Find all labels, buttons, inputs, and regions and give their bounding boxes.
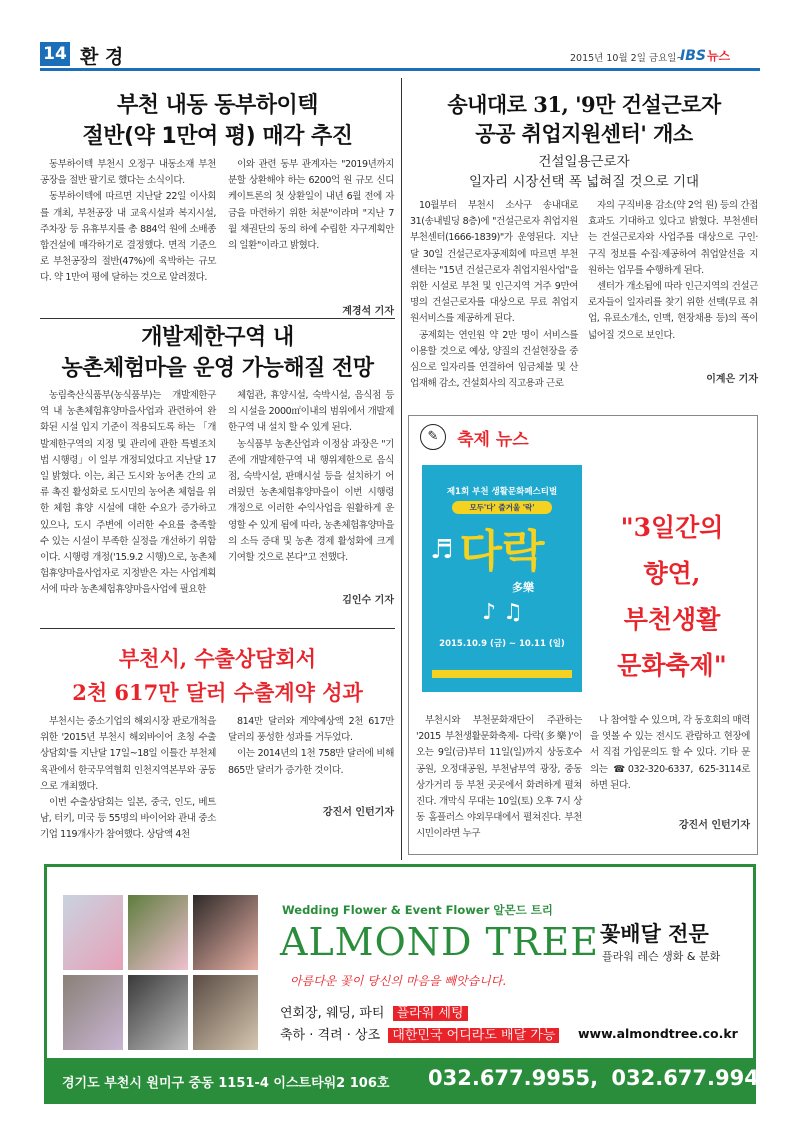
ad-brand: ALMOND TREE: [280, 920, 599, 964]
flower-photo: [128, 975, 188, 1050]
poster-top: 제1회 부천 생활문화페스티벌: [446, 487, 558, 497]
article4-subtitle-line1: 건설일용근로자: [538, 154, 630, 170]
article-divider: [40, 318, 395, 319]
paragraph: 814만 달러와 계약예상액 2천 617만 달러의 풍성한 성과를 거두었다.: [228, 716, 394, 744]
festival-slogan: [592, 505, 752, 689]
paragraph: 공제회는 연인원 약 2만 명이 서비스를 이용할 것으로 예상, 양질의 건설현장을 중심으로 일자리를 연결하여 임금체불 및 산업재해 감소, 건설회사의 직고용과 근로: [410, 329, 578, 390]
article1-title-line2: 절반(약 1만여 평) 매각 추진: [82, 124, 353, 149]
header-date: 2015년 10월 2일 금요일~: [570, 53, 685, 64]
paragraph: 동부하이텍 부천시 오정구 내동소재 부천공장을 절반 팔기로 했다는 소식이다.: [40, 159, 216, 187]
article4-title-line2: 공공 취업지원센터' 개소: [475, 121, 693, 146]
logo-text: IBS: [680, 48, 706, 64]
article4-col2: [588, 198, 758, 344]
slogan-line1: "3일간의: [620, 513, 724, 542]
paragraph: 체험관, 휴양시설, 숙박시설, 음식점 등의 시설을 2000㎡이내의 범위에서 개발제한구역 내 설치 할 수 있게 된다.: [228, 390, 394, 434]
poster-drum-icon: ♪ ♫: [482, 600, 523, 625]
ad-line2: [280, 1024, 559, 1043]
paragraph: 동부하이텍에 따르면 지난달 22일 이사회를 개최, 부천공장 내 교육시설과 복지시설, 주차장 등 유휴부지를 총 884억 원에 소배종합건설에 매각하기로 결정했다. 면적 기준으로 부천공장의 절반(47%)에 육박하는 규모다. 약 1만여 평에 달하는 것으로 알려졌다.: [40, 191, 216, 284]
festival-label: [420, 424, 529, 454]
section-title: 환 경: [80, 46, 124, 68]
article4-title: [408, 90, 760, 148]
ad-line1: [280, 1002, 468, 1021]
slogan-line4: 문화축제": [617, 651, 727, 680]
column-divider: [401, 78, 402, 860]
article4-subtitle: [408, 152, 760, 192]
page-number: 14: [43, 44, 67, 64]
flower-photo: [128, 895, 188, 970]
ad-phone1: 032.677.9955,: [428, 1066, 599, 1090]
logo-sub: 뉴스: [706, 49, 731, 63]
poster-footer-bar: [432, 670, 572, 678]
article2-title-line1: 개발제한구역 내: [141, 325, 294, 350]
poster-date: 2015.10.9 (금) ~ 10.11 (일): [439, 639, 565, 649]
festival-byline: 강진서 인턴기자: [678, 820, 750, 831]
header-logo: [680, 45, 760, 63]
paragraph: 10월부터 부천시 소사구 송내대로 31(송내빌딩 8층)에 "건설근로자 취업지원 부천센터(1666-1839)"가 운영된다. 지난달 30일 건설근로자공제회에 따르면 부천센터는 "15년 건설근로자 취업지원사업"을 위한 시설로 부천 및 인근지역 거주 9만여 명의 건설근로자를 대상으로 무료 취업지원서비스를 제공하게 된다.: [410, 200, 578, 325]
article2-col1: [40, 388, 216, 599]
header-rule: [40, 68, 760, 71]
ad-phones: [428, 1066, 773, 1090]
flower-photo: [63, 895, 123, 970]
paragraph: 부천시와 부천문화재단이 주관하는 '2015 부천생활문화축제- 다락(多樂)'이 오는 9일(금)부터 11일(일)까지 상동호수공원, 오정대공원, 부천남부역 광장, 중동상가거리 등 부천 곳곳에서 화려하게 펼쳐진다. 개막식 무대는 10일(토) 오후 7시 상동 홈플러스 야외무대에서 펼쳐진다. 부천 시민이라면 누구: [416, 715, 582, 840]
ad-phone2: 032.677.9944: [611, 1066, 774, 1090]
article-divider: [40, 628, 395, 629]
article4-col1: [410, 198, 578, 392]
article4-subtitle-line2: 일자리 시장선택 폭 넓혀질 것으로 기대: [468, 174, 700, 190]
poster-banner: 모두'다' 즐거울 '락': [452, 501, 552, 514]
flower-photo: [193, 895, 258, 970]
article1-byline: 계경석 기자: [342, 306, 394, 317]
festival-label-text: 축제 뉴스: [457, 429, 529, 450]
article3-col1: [40, 714, 216, 844]
paragraph: 이는 2014년의 1천 758만 달러에 비해 865만 달러가 증가한 것이다.: [228, 748, 394, 776]
article3-col2: [228, 714, 394, 779]
paragraph: 센터가 개소됨에 따라 인근지역의 건설근로자들이 일자리를 찾기 위한 선택(무료 취업, 유료소개소, 인맥, 현장채용 등)의 폭이 넓어질 것으로 보인다.: [588, 281, 758, 341]
article3-title-line1: 부천시, 수출상담회서: [118, 646, 317, 671]
ad-line2-text: 축하 · 격려 · 상조: [280, 1028, 381, 1043]
ad-script-line: 아름다운 꽃이 당신의 마음을 빼앗습니다.: [290, 974, 507, 988]
ad-right-sub: 플라워 레슨 생화 & 분화: [602, 950, 721, 963]
slogan-line2: 향연,: [643, 559, 701, 588]
festival-col2: [590, 713, 750, 794]
flower-photo: [193, 975, 258, 1050]
article4-byline: 이계은 기자: [706, 374, 758, 385]
article2-title: [40, 322, 395, 384]
flower-photo: [63, 975, 123, 1050]
ad-line2-badge: 대한민국 어디라도 배달 가능: [388, 1028, 559, 1043]
article2-title-line2: 농촌체험마을 운영 가능해질 전망: [61, 356, 374, 381]
paragraph: 부천시는 중소기업의 해외시장 판로개척을 위한 '2015년 부천시 해외바이어 초청 수출상담회'를 지난달 17일~18일 이틀간 부천체육관에서 한국무역협회 인천지역본부와 공동으로 개최했다.: [40, 716, 216, 792]
ad-photo-grid: [63, 895, 263, 1050]
slogan-line3: 부천생활: [623, 605, 721, 634]
ad-line1-text: 연회장, 웨딩, 파티: [280, 1006, 385, 1021]
festival-poster: [422, 465, 582, 692]
article1-col2: [228, 157, 394, 254]
article3-title: [40, 642, 395, 710]
ad-website[interactable]: www.almondtree.co.kr: [578, 1026, 738, 1041]
article4-title-line1: 송내대로 31, '9만 건설근로자: [447, 92, 721, 117]
article1-col1: [40, 157, 216, 287]
paragraph: 이와 관련 동부 관계자는 "2019년까지 분할 상환해야 하는 6200억 원 규모 신디케이트론의 첫 상환일이 내년 6월 전에 자금을 마련하기 위한 처분"이라며 "지난 7월 채권단의 동의 하에 수립한 자구계획안의 일환"이라고 밝혔다.: [228, 159, 394, 252]
ad-line1-badge: 플라워 세팅: [393, 1006, 468, 1021]
article3-title-line2: 2천 617만 달러 수출계약 성과: [72, 680, 363, 705]
article3-byline: 강진서 인턴기자: [322, 807, 394, 818]
paragraph: 농림축산식품부(농식품부)는 개발제한구역 내 농촌체험휴양마을사업과 관련하여 완화된 시설 입지 기준이 적용되도록 하는 「개발제한구역의 지정 및 관리에 관한 특별조치법 시행령」이 일부 개정되었다고 지난달 17일 밝혔다. 이는, 최근 도시와 농어촌 간의 교류 촉진 활성화로 도시민의 농어촌 체험을 위한 체험 휴양 시설에 대한 수요가 증가하고 있으나, 도시 주변에 이러한 수요를 충족할 수 있는 시설이 부족한 실정을 개선하기 위함이다. 시행령 개정('15.9.2 시행)으로, 농촌체험휴양마을사업자로 지정받은 자는 사업계획서에 따라 농촌체험휴양마을사업에 필요한: [40, 390, 216, 596]
ad-address: 경기도 부천시 원미구 중동 1151-4 이스트타워2 106호: [62, 1076, 390, 1091]
paragraph: 나 참여할 수 있으며, 각 동호회의 매력을 엿볼 수 있는 전시도 관람하고 현장에서 직접 가입문의도 할 수 있다. 기타 문의는 ☎032-320-6337, 625-3114로 하면 된다.: [590, 715, 750, 791]
ad-tagline: Wedding Flower & Event Flower 알몬드 트리: [282, 903, 553, 917]
paragraph: 자의 구직비용 감소(약 2억 원) 등의 간접효과도 기대하고 있다고 밝혔다. 부천센터는 건설근로자와 사업주를 대상으로 구인·구직 정보를 수집·제공하여 취업알선을 지원하는 업무를 수행하게 된다.: [588, 200, 758, 276]
article1-title-line1: 부천 내동 동부하이텍: [116, 93, 319, 118]
article1-title: [40, 90, 395, 152]
article2-col2: [228, 388, 394, 566]
festival-col1: [416, 713, 582, 843]
poster-hanja: 多樂: [512, 581, 534, 594]
poster-title: 다락: [459, 526, 545, 577]
article2-byline: 김인수 기자: [342, 595, 394, 606]
paragraph: 이번 수출상담회는 일본, 중국, 인도, 베트남, 터키, 미국 등 55명의 바이어와 관내 중소기업 119개사가 참여했다. 상담액 4천: [40, 797, 216, 841]
pencil-icon: ✎: [420, 424, 446, 450]
ad-right-title: 꽃배달 전문: [600, 922, 709, 946]
poster-music-icon: ♬: [430, 535, 454, 565]
paragraph: 농식품부 농촌산업과 이정삼 과장은 "기존에 개발제한구역 내 행위제한으로 음식점, 숙박시설, 판매시설 등을 설치하기 어려웠던 농촌체험휴양마을이 이번 시행령 개정으로 이러한 수익사업을 원활하게 운영할 수 있게 됨에 따라, 농촌체험휴양마을의 소득 증대 및 농촌 경제 활성화에 크게 기여할 것으로 본다"고 전했다.: [228, 438, 394, 564]
